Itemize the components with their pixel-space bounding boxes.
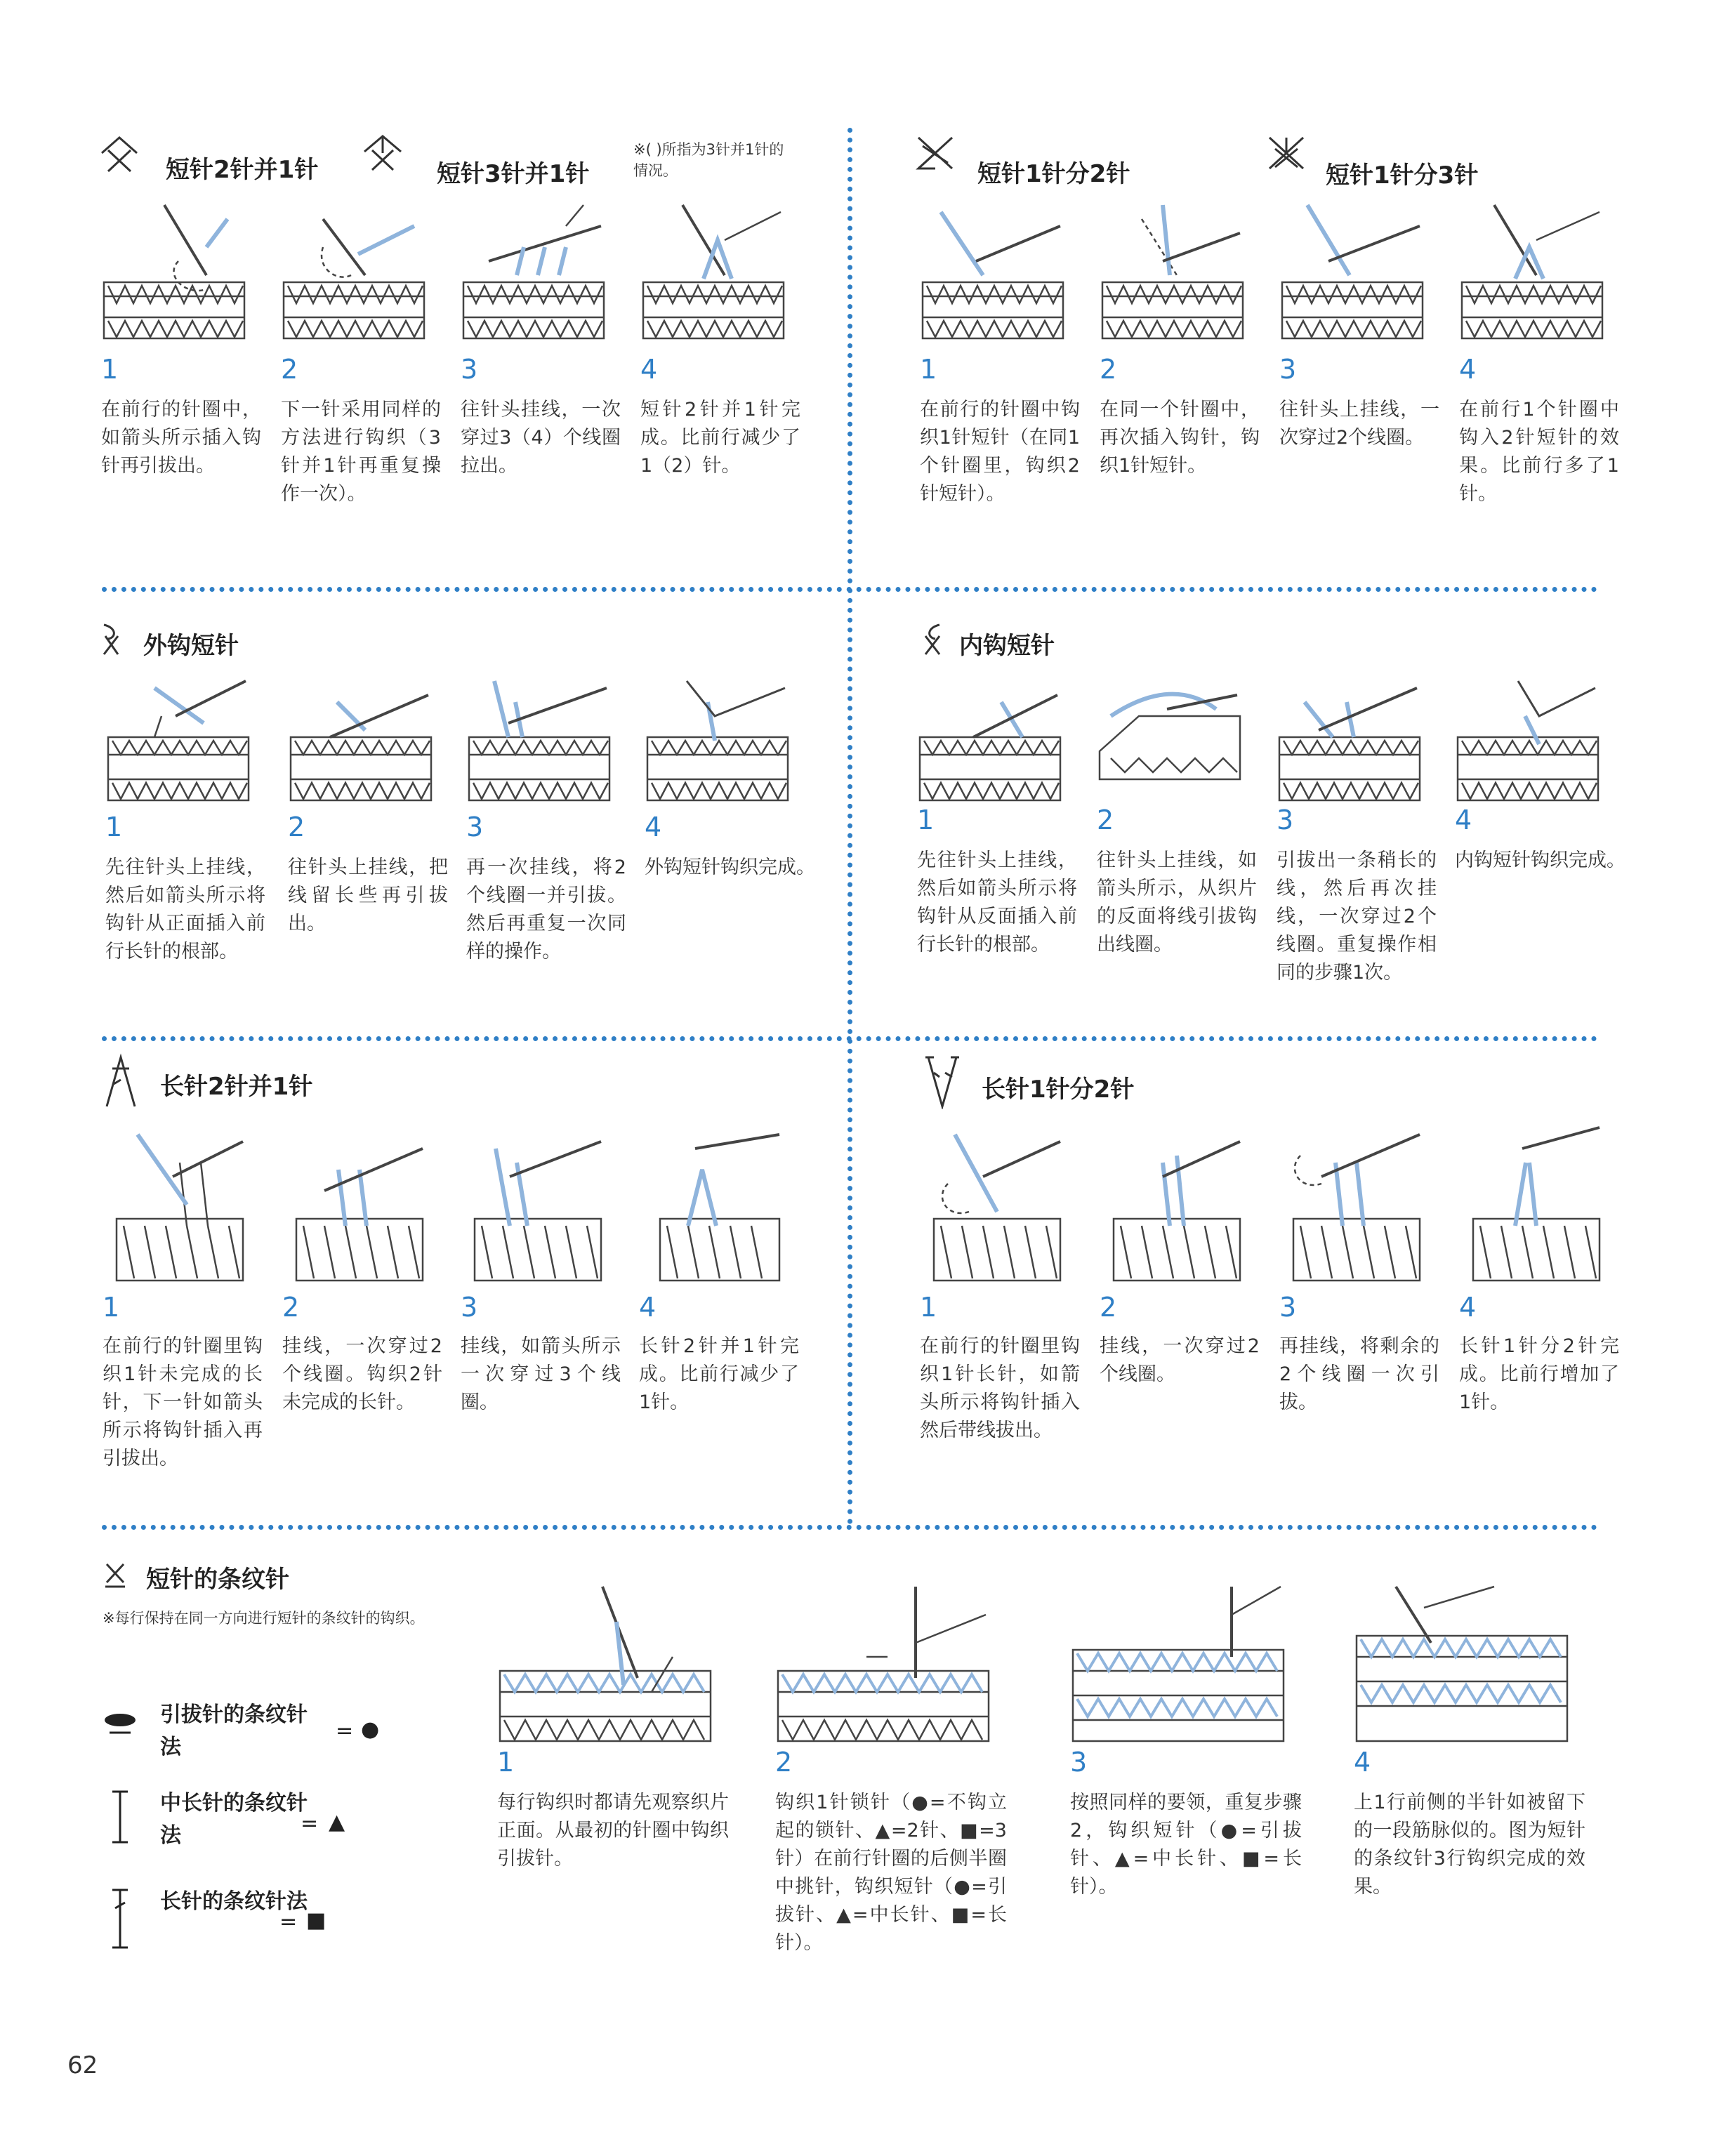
crochet-illustration-icon — [1459, 1120, 1607, 1282]
section-title-sc-inc3: 短针1针分3针 — [1326, 161, 1479, 190]
step-text: 挂线，一次穿过2个线圈。 — [1100, 1335, 1260, 1385]
crochet-illustration-icon — [1455, 674, 1602, 807]
step-number: 3 — [1277, 805, 1294, 835]
step-number: 2 — [281, 354, 298, 385]
step-text: 在前行1个针圈中钩入2针短针的效果。比前行多了1针。 — [1459, 399, 1619, 505]
crochet-illustration-icon — [103, 1120, 250, 1282]
crochet-illustration-icon — [775, 1580, 993, 1748]
crochet-illustration-icon — [640, 198, 788, 345]
step-number: 3 — [1279, 354, 1297, 385]
crochet-illustration-icon — [101, 198, 249, 345]
crochet-illustration-icon — [461, 198, 608, 345]
step-text: 往针头上挂线，一次穿过2个线圈。 — [1279, 399, 1439, 449]
sc3tog-symbol-icon — [361, 132, 404, 173]
double-crochet-icon — [110, 1887, 131, 1950]
stripe-legend — [103, 1699, 411, 1966]
section-title-back-post-sc: 内钩短针 — [959, 632, 1055, 660]
legend-label-dc: 长针的条纹针法 — [160, 1889, 308, 1914]
crochet-illustration-icon — [1279, 198, 1427, 345]
step-number: 3 — [461, 1292, 478, 1323]
crochet-illustration-icon — [1354, 1580, 1571, 1748]
step-text: 再一次挂线，将2个线圈一并引拔。然后再重复一次同样的操作。 — [466, 857, 626, 963]
crochet-illustration-icon — [288, 674, 435, 807]
step-number: 2 — [288, 812, 305, 842]
step-number: 1 — [105, 812, 123, 842]
legend-equals: = — [336, 1719, 354, 1743]
step-text: 每行钩织时都请先观察织片正面。从最初的针圈中钩织引拔针。 — [497, 1792, 729, 1870]
step-text: 先往针头上挂线，然后如箭头所示将钩针从正面插入前行长针的根部。 — [105, 857, 265, 963]
step-number: 4 — [1459, 354, 1477, 385]
legend-mark-triangle: ▲ — [329, 1810, 345, 1834]
crochet-illustration-icon — [466, 674, 614, 807]
step-text: 在前行的针圈里钩织1针未完成的长针，下一针如箭头所示将钩针插入再引拔出。 — [103, 1335, 263, 1469]
step-number: 4 — [640, 354, 658, 385]
step-text: 内钩短针钩织完成。 — [1455, 849, 1625, 871]
legend-mark-square: ■ — [306, 1908, 327, 1933]
crochet-illustration-icon — [281, 198, 428, 345]
step-number: 1 — [103, 1292, 120, 1323]
step-number: 2 — [1100, 1292, 1117, 1323]
step-text: 挂线，如箭头所示一次穿过3个线圈。 — [461, 1335, 621, 1413]
crochet-illustration-icon — [461, 1120, 608, 1282]
vertical-divider — [847, 128, 852, 1525]
step-number: 2 — [282, 1292, 300, 1323]
step-text: 往针头挂线，一次穿过3（4）个线圈拉出。 — [461, 399, 621, 477]
dc-inc2-symbol-icon — [924, 1053, 961, 1109]
step-number: 2 — [1100, 354, 1117, 385]
step-number: 4 — [1459, 1292, 1477, 1323]
step-number: 4 — [645, 812, 662, 842]
section-title-front-post-sc: 外钩短针 — [143, 632, 239, 660]
step-text: 按照同样的要领，重复步骤2，钩织短针（●=引拔针、▲=中长针、■=长针）。 — [1070, 1792, 1302, 1898]
sc-inc2-symbol-icon — [913, 132, 958, 173]
crochet-illustration-icon — [1277, 674, 1424, 807]
crochet-illustration-icon — [645, 674, 792, 807]
legend-mark-circle: ● — [361, 1717, 380, 1742]
step-number: 3 — [461, 354, 478, 385]
step-number: 3 — [466, 812, 484, 842]
crochet-illustration-icon — [1459, 198, 1607, 345]
front-post-sc-symbol-icon — [98, 621, 124, 657]
step-text: 长针2针并1针完成。比前行减少了1针。 — [639, 1335, 799, 1413]
step-text: 短针2针并1针完成。比前行减少了1（2）针。 — [640, 399, 800, 477]
step-text: 在前行的针圈中，如箭头所示插入钩针再引拔出。 — [101, 399, 261, 477]
sc-inc3-symbol-icon — [1264, 132, 1309, 173]
crochet-illustration-icon — [1279, 1120, 1427, 1282]
step-text: 下一针采用同样的方法进行钩织（3针并1针再重复操作一次）。 — [281, 399, 441, 505]
crochet-illustration-icon — [920, 198, 1067, 345]
divider-row-1 — [102, 587, 1597, 592]
step-number: 1 — [497, 1747, 515, 1778]
divider-row-2 — [102, 1036, 1597, 1041]
crochet-illustration-icon — [497, 1580, 715, 1748]
back-post-sc-symbol-icon — [920, 621, 945, 657]
legend-label-hdc: 中长针的条纹针法 — [160, 1791, 308, 1848]
legend-equals: = — [279, 1910, 298, 1934]
step-number: 1 — [920, 354, 937, 385]
step-text: 在前行的针圈里钩织1针长针，如箭头所示将钩针插入然后带线拔出。 — [920, 1335, 1080, 1441]
crochet-illustration-icon — [920, 1120, 1067, 1282]
crochet-illustration-icon — [105, 674, 253, 807]
dc2tog-symbol-icon — [98, 133, 140, 174]
section-title-dc-inc2: 长针1针分2针 — [982, 1076, 1135, 1104]
step-number: 2 — [775, 1747, 793, 1778]
stripe-sc-symbol-icon — [103, 1560, 128, 1589]
step-number: 4 — [639, 1292, 657, 1323]
step-number: 1 — [917, 805, 935, 835]
step-text: 钩织1针锁针（●=不钩立起的锁针、▲=2针、■=3针）在前行针圈的后侧半圈中挑针，钩织短针（●=引拔针、▲=中长针、■=长针）。 — [775, 1792, 1007, 1954]
step-number: 1 — [101, 354, 119, 385]
section-title-sc2tog: 短针2针并1针 — [166, 156, 319, 184]
step-text: 先往针头上挂线，然后如箭头所示将钩针从反面插入前行长针的根部。 — [917, 849, 1077, 955]
crochet-illustration-icon — [1070, 1580, 1288, 1748]
stripe-note: ※每行保持在同一方向进行短针的条纹针的钩织。 — [103, 1610, 425, 1627]
step-text: 长针1针分2针完成。比前行增加了1针。 — [1459, 1335, 1619, 1413]
sc3tog-note: ※( )所指为3针并1针的情况。 — [633, 141, 784, 179]
step-text: 在同一个针圈中，再次插入钩针，钩织1针短针。 — [1100, 399, 1260, 477]
crochet-illustration-icon — [917, 674, 1064, 807]
step-text: 引拔出一条稍长的线，然后再次挂线，一次穿过2个线圈。重复操作相同的步骤1次。 — [1277, 849, 1437, 984]
dc2tog-symbol-icon — [103, 1053, 139, 1109]
step-text: 再挂线，将剩余的2个线圈一次引拔。 — [1279, 1335, 1439, 1413]
divider-row-3 — [102, 1525, 1597, 1530]
step-number: 3 — [1279, 1292, 1297, 1323]
step-text: 上1行前侧的半针如被留下的一段筋脉似的。图为短针的条纹针3行钩织完成的效果。 — [1354, 1792, 1585, 1898]
section-title-dc2tog: 长针2针并1针 — [160, 1073, 313, 1101]
legend-label-slip: 引拔针的条纹针法 — [160, 1702, 308, 1759]
step-text: 外钩短针钩织完成。 — [645, 857, 815, 878]
section-title-sc3tog: 短针3针并1针 — [437, 160, 590, 188]
step-text: 往针头上挂线，如箭头所示，从织片的反面将线引拔钩出线圈。 — [1097, 849, 1257, 955]
legend-equals: = — [301, 1811, 319, 1836]
slip-stitch-oval-icon — [103, 1712, 138, 1737]
section-title-stripe-sc: 短针的条纹针 — [146, 1566, 289, 1594]
step-text: 挂线，一次穿过2个线圈。钩织2针未完成的长针。 — [282, 1335, 442, 1413]
step-number: 1 — [920, 1292, 937, 1323]
crochet-illustration-icon — [1100, 1120, 1247, 1282]
step-number: 3 — [1070, 1747, 1088, 1778]
crochet-illustration-icon — [1100, 198, 1247, 345]
section-title-sc-inc2: 短针1针分2针 — [977, 160, 1130, 188]
crochet-illustration-icon — [639, 1120, 786, 1282]
page-number: 62 — [67, 2051, 98, 2079]
step-number: 4 — [1354, 1747, 1371, 1778]
step-text: 往针头上挂线，把线留长些再引拔出。 — [288, 857, 448, 934]
step-text: 在前行的针圈中钩织1针短针（在同1个针圈里，钩织2针短针）。 — [920, 399, 1080, 505]
crochet-illustration-icon — [282, 1120, 430, 1282]
step-number: 2 — [1097, 805, 1114, 835]
half-double-crochet-icon — [110, 1789, 131, 1845]
crochet-illustration-icon — [1097, 674, 1244, 807]
step-number: 4 — [1455, 805, 1472, 835]
